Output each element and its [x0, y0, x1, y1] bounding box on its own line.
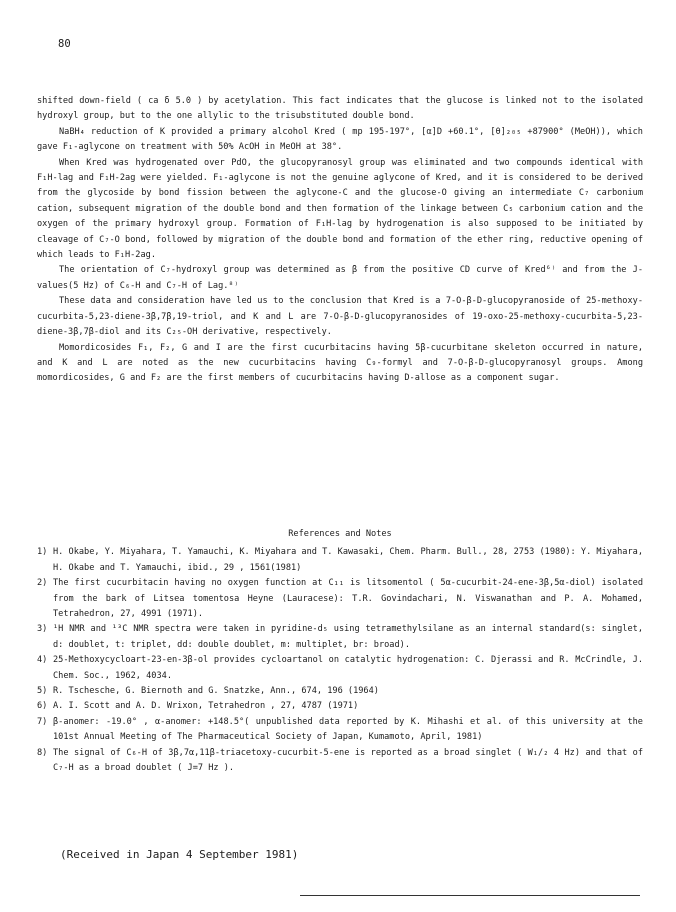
reference-text: H. Okabe, Y. Miyahara, T. Yamauchi, K. Miyahara and T. Kawasaki, Chem. Pharm. Bull., 28, 2753 (1980): Y. Miyahara, H. Okabe and T. Yamauchi, ibid., 29 , 1561(1981) [53, 547, 643, 573]
reference-text: ¹H NMR and ¹³C NMR spectra were taken in pyridine-d₅ using tetramethylsilane as an internal standard(s: singlet, d: doublet, t: triplet, dd: double doublet, m: multiplet, br: broad). [53, 624, 643, 650]
paragraph: Momordicosides F₁, F₂, G and I are the first cucurbitacins having 5β-cucurbitane skeleton occurred in nature, and K and L are noted as the new cucurbitacins having C₉-formyl and 7-O-β-D-glucopyranosyl groups. Among momordicosides, G and F₂ are the first members of cucurbitacins having D-allose as a component sugar. [37, 342, 643, 384]
received-date: (Received in Japan 4 September 1981) [60, 848, 299, 861]
reference-item [37, 622, 643, 653]
paragraph: NaBH₄ reduction of K provided a primary alcohol Kred ( mp 195-197°, [α]D +60.1°, [θ]₂₀₅ +87900° (MeOH)), which gave F₁-aglycone on treatment with 50% AcOH in MeOH at 38°. [37, 126, 643, 153]
reference-number: 8) [37, 747, 48, 758]
footer-rule [300, 895, 640, 896]
reference-text: The first cucurbitacin having no oxygen function at C₁₁ is litsomentol ( 5α-cucurbit-24-ene-3β,5α-diol) isolated from the bark of Litsea tomentosa Heyne (Lauracese): T.R. Govindachari, N. Viswanathan and P. A. Mohamed, Tetrahedron, 27, 4991 (1971). [53, 578, 643, 620]
reference-item [37, 653, 643, 684]
reference-text: A. I. Scott and A. D. Wrixon, Tetrahedron , 27, 4787 (1971) [53, 701, 359, 712]
reference-number: 3) [37, 624, 48, 635]
reference-text: R. Tschesche, G. Biernoth and G. Snatzke, Ann., 674, 196 (1964) [53, 686, 379, 697]
references-section [37, 527, 643, 777]
reference-item [37, 715, 643, 746]
reference-item [37, 545, 643, 576]
reference-text: β-anomer: -19.0° , α-anomer: +148.5°( unpublished data reported by K. Mihashi et al. of this university at the 101st Annual Meeting of The Pharmaceutical Society of Japan, Kumamoto, April, 1981) [53, 716, 643, 743]
reference-number: 5) [37, 686, 48, 697]
reference-item [37, 684, 643, 699]
reference-number: 4) [37, 655, 48, 666]
reference-number: 7) [37, 716, 48, 727]
reference-item [37, 746, 643, 777]
paragraph: The orientation of C₇-hydroxyl group was determined as β from the positive CD curve of Kred⁶⁾ and from the J-values(5 Hz) of C₆-H and C₇-H of Lag.⁸⁾ [37, 265, 643, 291]
references-heading: References and Notes [288, 529, 392, 539]
body-text [37, 94, 643, 387]
paragraph: When Kred was hydrogenated over PdO, the glucopyranosyl group was eliminated and two compounds identical with F₁H-lag and F₁H-2ag were yielded. F₁-aglycone is not the genuine aglycone of Kred, and it is considered to be derived from the glycoside by bond fission between the aglycone-C and the glucose-O giving an intermediate C₇ carbonium cation, subsequent migration of the double bond and then formation of the linkage between C₅ carbonium cation and the oxygen of the primary hydroxyl group. Formation of F₁H-lag by hydrogenation is also supposed to be initiated by cleavage of C₇-O bond, followed by migration of the double bond and formation of the ether ring, reductive opening of which leads to F₁H-2ag. [37, 157, 643, 261]
paragraph: These data and consideration have led us to the conclusion that Kred is a 7-O-β-D-glucopyranoside of 25-methoxy-cucurbita-5,23-diene-3β,7β,19-triol, and K and L are 7-O-β-D-glucopyranosides of 19-oxo-25-methoxy-cucurbita-5,23-diene-3β,7β-diol and its C₂₅-OH derivative, respectively. [37, 296, 643, 338]
reference-text: 25-Methoxycycloart-23-en-3β-ol provides cycloartanol on catalytic hydrogenation: C. Djerassi and R. McCrindle, J. Chem. Soc., 1962, 4034. [53, 655, 643, 681]
reference-text: The signal of C₆-H of 3β,7α,11β-triacetoxy-cucurbit-5-ene is reported as a broad singlet ( W₁/₂ 4 Hz) and that of C₇-H as a broad doublet ( J=7 Hz ). [53, 747, 643, 774]
paragraph: shifted down-field ( ca δ 5.0 ) by acetylation. This fact indicates that the glucose is linked not to the isolated hydroxyl group, but to the one allylic to the trisubstituted double bond. [37, 96, 643, 122]
reference-number: 1) [37, 547, 48, 558]
reference-number: 2) [37, 578, 48, 589]
reference-number: 6) [37, 701, 48, 712]
reference-item [37, 699, 643, 714]
reference-item [37, 576, 643, 622]
page-number: 80 [58, 38, 71, 50]
